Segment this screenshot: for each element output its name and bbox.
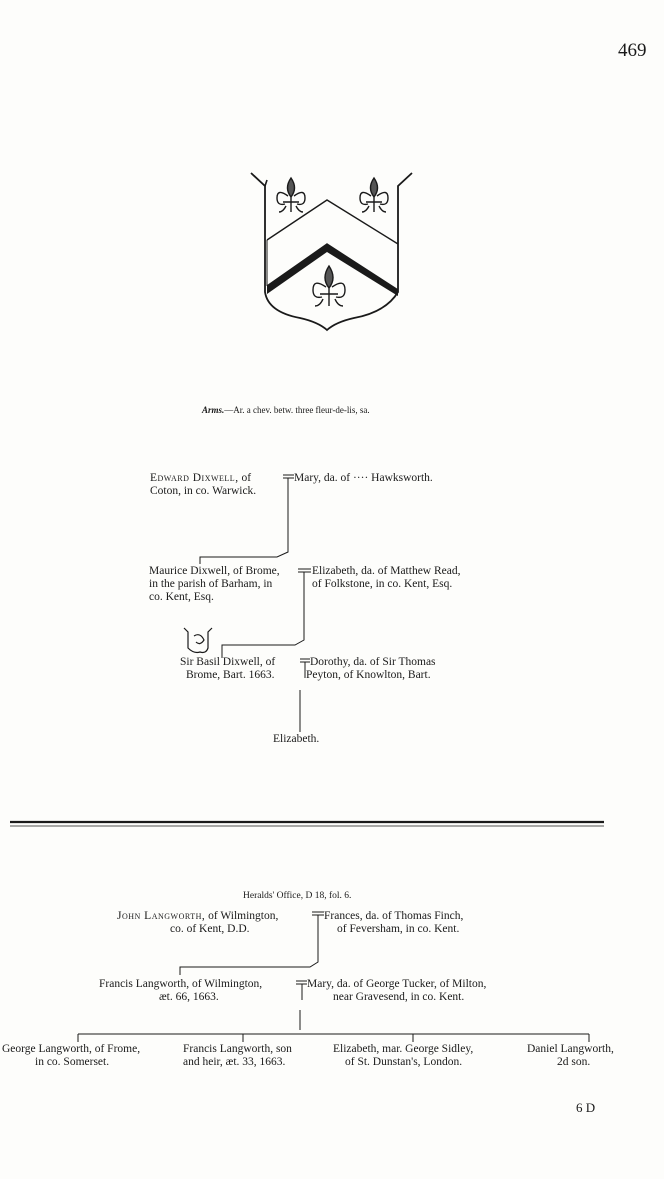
elizabeth-read-line1: Elizabeth, da. of Matthew Read, xyxy=(312,565,461,577)
edward-name: Edward Dixwell, xyxy=(150,472,239,484)
francis-line2: æt. 66, 1663. xyxy=(159,991,219,1003)
child-elizabeth-line1: Elizabeth, mar. George Sidley, xyxy=(333,1043,474,1055)
maurice-line1: Maurice Dixwell, of Brome, xyxy=(149,565,280,577)
arms-text: —Ar. a chev. betw. three fleur-de-lis, sa. xyxy=(224,405,370,415)
elizabeth-read-line2: of Folkstone, in co. Kent, Esq. xyxy=(312,578,453,590)
child-daniel-line2: 2d son. xyxy=(557,1056,591,1068)
francis-line1: Francis Langworth, of Wilmington, xyxy=(99,978,263,990)
dorothy-line2: Peyton, of Knowlton, Bart. xyxy=(306,669,431,681)
signature-mark: 6 D xyxy=(576,1100,596,1115)
child-george-line1: George Langworth, of Frome, xyxy=(2,1043,141,1055)
frances-line1: Frances, da. of Thomas Finch, xyxy=(324,910,464,922)
dorothy-line1: Dorothy, da. of Sir Thomas xyxy=(310,656,436,668)
child-elizabeth-line2: of St. Dunstan's, London. xyxy=(345,1056,463,1068)
edward-dixwell xyxy=(150,471,251,485)
mary-tucker-line1: Mary, da. of George Tucker, of Milton, xyxy=(307,978,487,990)
elizabeth-daughter: Elizabeth. xyxy=(273,733,320,745)
child-francis-line1: Francis Langworth, son xyxy=(183,1043,292,1055)
mary-hawksworth: Mary, da. of ···· Hawksworth. xyxy=(294,472,433,484)
maurice-line2: in the parish of Barham, in xyxy=(149,578,273,590)
basil-line2: Brome, Bart. 1663. xyxy=(186,669,275,681)
maurice-line3: co. Kent, Esq. xyxy=(149,591,214,603)
edward-residence: Coton, in co. Warwick. xyxy=(150,485,257,497)
edward-of: of xyxy=(238,472,252,484)
frances-line2: of Feversham, in co. Kent. xyxy=(337,923,460,935)
arms-label: Arms. xyxy=(202,405,225,415)
basil-line1: Sir Basil Dixwell, of xyxy=(180,656,276,668)
john-rest: of Wilmington, xyxy=(205,910,279,922)
child-francis-line2: and heir, æt. 33, 1663. xyxy=(183,1056,286,1068)
john-name: John Langworth, xyxy=(117,910,206,922)
child-george-line2: in co. Somerset. xyxy=(35,1056,110,1068)
child-daniel-line1: Daniel Langworth, xyxy=(527,1043,614,1055)
mary-tucker-line2: near Gravesend, in co. Kent. xyxy=(333,991,465,1003)
john-line2: co. of Kent, D.D. xyxy=(170,923,250,935)
john-langworth xyxy=(117,909,278,923)
source-citation: Heralds' Office, D 18, fol. 6. xyxy=(243,891,352,901)
page-number: 469 xyxy=(618,40,647,61)
